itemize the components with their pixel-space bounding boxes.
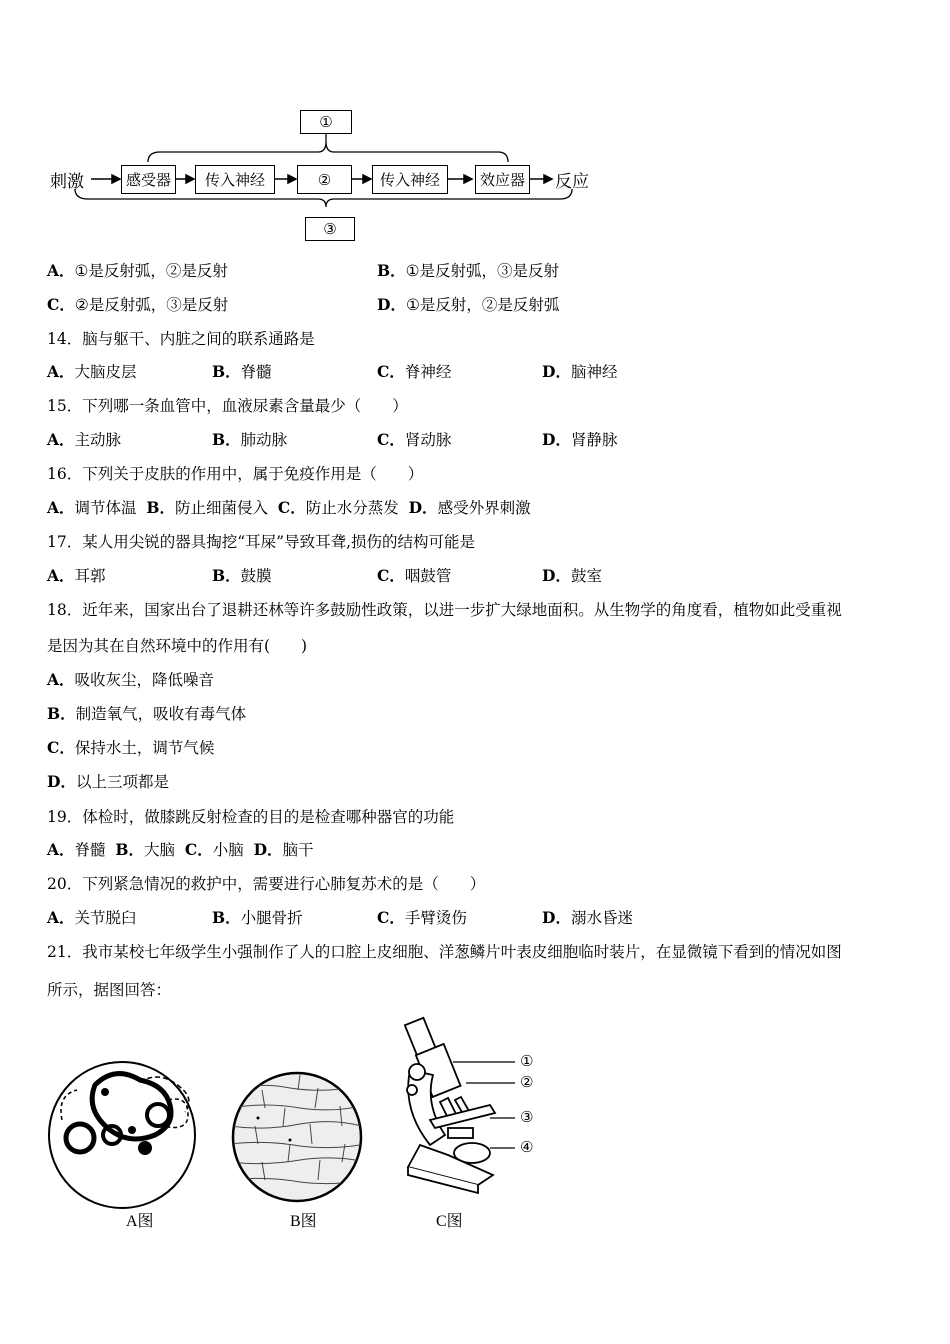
- nerve-center-box: ②: [297, 165, 352, 194]
- q13-option-c: C．②是反射弧，③是反射: [47, 295, 229, 314]
- microscope-label-4: ④: [520, 1138, 534, 1156]
- figure-a-caption: A图: [126, 1213, 154, 1230]
- reflex-arc-lines: [0, 0, 950, 260]
- q14-stem: 14．脑与躯干、内脏之间的联系通路是: [47, 330, 315, 348]
- label-box-3: ③: [305, 217, 355, 241]
- q20-option-d: D．溺水昏迷: [542, 908, 633, 927]
- q18-stem-line1: 18．近年来，国家出台了退耕还林等许多鼓励性政策，以进一步扩大绿地面积。从生物学的角度看，植物如此受重视: [47, 601, 842, 619]
- q17-option-d: D．鼓室: [542, 566, 602, 585]
- q15-option-c: C．肾动脉: [377, 430, 452, 449]
- q15-stem: 15．下列哪一条血管中，血液尿素含量最少（ ）: [47, 397, 408, 415]
- q18-option-b: B．制造氧气，吸收有毒气体: [47, 704, 247, 723]
- q13-option-a: A．①是反射弧，②是反射: [47, 261, 228, 280]
- stimulus-label: 刺激: [50, 172, 84, 192]
- q19-stem: 19．体检时，做膝跳反射检查的目的是检查哪种器官的功能: [47, 808, 455, 826]
- q20-option-c: C．手臂烫伤: [377, 908, 467, 927]
- onion-cells-figure: [230, 1073, 365, 1201]
- response-label: 反应: [555, 172, 589, 192]
- cheek-cells-figure: [49, 1062, 195, 1208]
- microscope-label-1: ①: [520, 1052, 534, 1070]
- q18-option-d: D．以上三项都是: [47, 772, 169, 791]
- figure-b-caption: B图: [290, 1213, 317, 1230]
- label-box-1: ①: [300, 110, 352, 134]
- q13-option-b: B．①是反射弧，③是反射: [377, 261, 560, 280]
- q20-option-b: B．小腿骨折: [212, 908, 303, 927]
- receptor-box: 感受器: [121, 165, 176, 194]
- q14-option-d: D．脑神经: [542, 362, 618, 381]
- q18-option-a: A．吸收灰尘，降低噪音: [47, 670, 215, 689]
- q14-option-c: C．脊神经: [377, 362, 452, 381]
- q17-option-b: B．鼓膜: [212, 566, 272, 585]
- q20-option-a: A．关节脱臼: [47, 908, 137, 927]
- q15-option-b: B．肺动脉: [212, 430, 288, 449]
- q16-options: A．调节体温 B．防止细菌侵入 C．防止水分蒸发 D．感受外界刺激: [47, 498, 531, 517]
- microscope-figure: [405, 1018, 515, 1193]
- q14-option-a: A．大脑皮层: [47, 362, 137, 381]
- figure-c-caption: C图: [436, 1213, 463, 1230]
- q18-stem-line2: 是因为其在自然环境中的作用有( ): [47, 637, 308, 655]
- afferent-nerve-box: 传入神经: [195, 165, 275, 194]
- q19-options: A．脊髓 B．大脑 C．小脑 D．脑干: [47, 840, 314, 859]
- q17-option-a: A．耳郭: [47, 566, 106, 585]
- efferent-nerve-box: 传入神经: [372, 165, 448, 194]
- q15-option-d: D．肾静脉: [542, 430, 618, 449]
- microscope-label-3: ③: [520, 1108, 534, 1126]
- q14-option-b: B．脊髓: [212, 362, 272, 381]
- microscope-label-2: ②: [520, 1073, 534, 1091]
- q17-stem: 17．某人用尖锐的器具掏挖“耳屎”导致耳聋,损伤的结构可能是: [47, 533, 476, 551]
- q13-option-d: D．①是反射，②是反射弧: [377, 295, 560, 314]
- q21-stem-line1: 21．我市某校七年级学生小强制作了人的口腔上皮细胞、洋葱鳞片叶表皮细胞临时装片，在显微镜下看到的情况如图: [47, 943, 842, 961]
- effector-box: 效应器: [475, 165, 530, 194]
- q17-option-c: C．咽鼓管: [377, 566, 452, 585]
- q18-option-c: C．保持水土，调节气候: [47, 738, 215, 757]
- q20-stem: 20．下列紧急情况的救护中，需要进行心肺复苏术的是（ ）: [47, 875, 486, 893]
- q16-stem: 16．下列关于皮肤的作用中，属于免疫作用是（ ）: [47, 465, 424, 483]
- q21-stem-line2: 所示，据图回答：: [47, 981, 172, 999]
- q15-option-a: A．主动脉: [47, 430, 122, 449]
